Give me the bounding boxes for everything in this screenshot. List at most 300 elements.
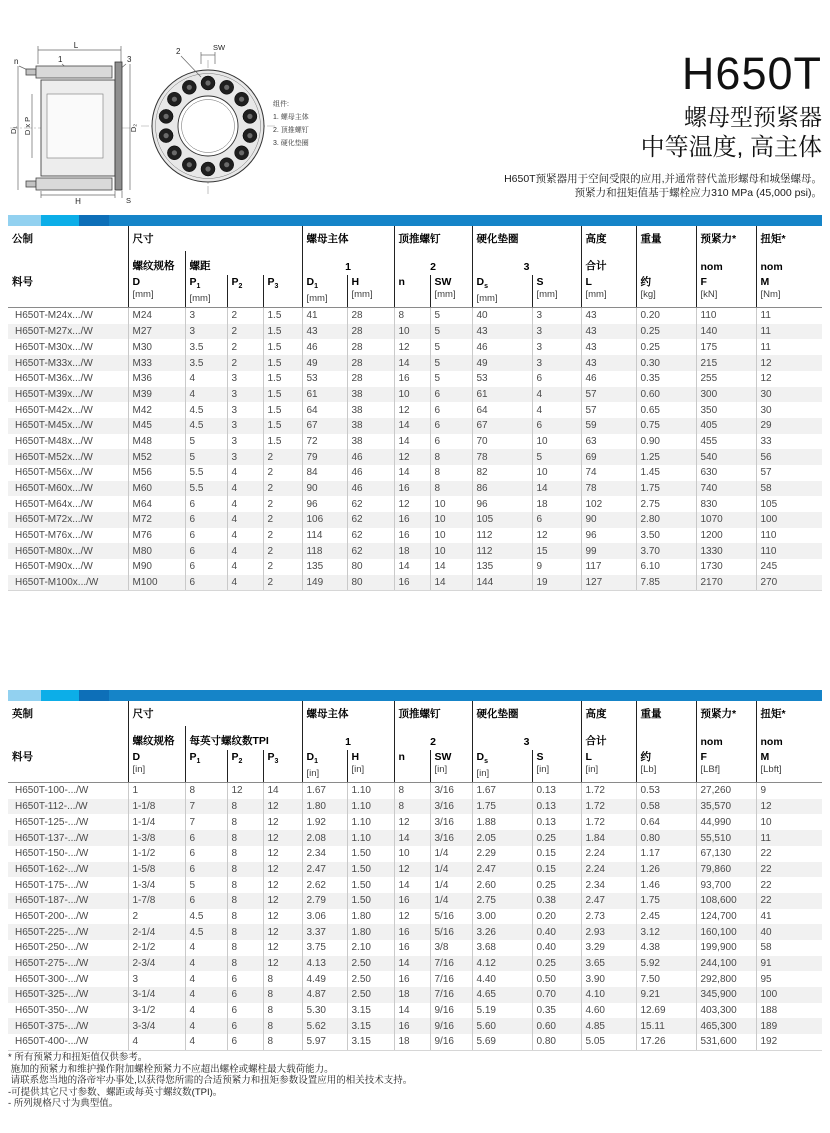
value-cell: 22 xyxy=(756,846,822,862)
value-cell: 12 xyxy=(263,877,302,893)
value-cell: M39 xyxy=(128,387,185,403)
value-cell: 2.79 xyxy=(302,893,347,909)
value-cell: 3.12 xyxy=(636,924,696,940)
value-cell: 12 xyxy=(394,862,430,878)
value-cell: 8 xyxy=(227,956,263,972)
column-header-part-number: 料号 xyxy=(8,750,128,783)
value-cell: 0.58 xyxy=(636,799,696,815)
value-cell: 4.60 xyxy=(581,1003,636,1019)
table-row xyxy=(8,308,822,324)
value-cell: 43 xyxy=(581,324,636,340)
value-cell: 1/4 xyxy=(430,846,472,862)
table-row xyxy=(8,924,822,940)
value-cell: 10 xyxy=(394,324,430,340)
table-row xyxy=(8,783,822,799)
value-cell: 6 xyxy=(185,559,227,575)
value-cell: 6 xyxy=(185,528,227,544)
value-cell: 6 xyxy=(185,496,227,512)
value-cell: 49 xyxy=(472,355,532,371)
value-cell: 1.72 xyxy=(581,783,636,799)
value-cell: 1.10 xyxy=(347,814,394,830)
value-cell: 53 xyxy=(302,371,347,387)
value-cell: 5.5 xyxy=(185,481,227,497)
value-cell: 4.13 xyxy=(302,956,347,972)
part-number-cell: H650T-125-.../W xyxy=(15,816,89,828)
value-cell: 0.35 xyxy=(636,371,696,387)
metric-table xyxy=(8,226,822,591)
value-cell: 1.67 xyxy=(472,783,532,799)
column-header: S [in] xyxy=(532,750,581,783)
value-cell: 2.08 xyxy=(302,830,347,846)
value-cell: 12 xyxy=(394,339,430,355)
column-header: $P_3$ xyxy=(263,750,302,783)
value-cell: 16 xyxy=(394,512,430,528)
value-cell: 14 xyxy=(394,830,430,846)
value-cell: M30 xyxy=(128,339,185,355)
value-cell: 33 xyxy=(756,434,822,450)
value-cell: 1-3/8 xyxy=(128,830,185,846)
value-cell: 70 xyxy=(472,434,532,450)
value-cell: 2-1/4 xyxy=(128,924,185,940)
hardened-washer xyxy=(115,62,122,190)
value-cell: 79 xyxy=(302,449,347,465)
header-spacer xyxy=(636,726,696,750)
value-cell: 0.60 xyxy=(636,387,696,403)
value-cell: 19 xyxy=(532,575,581,591)
value-cell: 3/16 xyxy=(430,783,472,799)
value-cell: 5.5 xyxy=(185,465,227,481)
value-cell: 199,900 xyxy=(696,940,756,956)
value-cell: 110 xyxy=(696,308,756,324)
value-cell: 10 xyxy=(430,512,472,528)
value-cell: 7 xyxy=(185,799,227,815)
value-cell: 0.80 xyxy=(636,830,696,846)
value-cell: 95 xyxy=(756,971,822,987)
accent-segment xyxy=(109,215,822,226)
column-header: 约 [kg] xyxy=(636,275,696,308)
value-cell: 12 xyxy=(263,862,302,878)
value-cell: 1/4 xyxy=(430,862,472,878)
value-cell: 72 xyxy=(302,434,347,450)
value-cell: 6 xyxy=(185,862,227,878)
part-number-cell: H650T-162-.../W xyxy=(15,863,89,875)
value-cell: 12 xyxy=(532,528,581,544)
value-cell: 2.45 xyxy=(636,909,696,925)
value-cell: 9.21 xyxy=(636,987,696,1003)
value-cell: 160,100 xyxy=(696,924,756,940)
value-cell: 6 xyxy=(430,434,472,450)
section-view xyxy=(9,41,138,206)
table-row xyxy=(8,355,822,371)
value-cell: 41 xyxy=(756,909,822,925)
value-cell: 2.80 xyxy=(636,512,696,528)
table-row xyxy=(8,956,822,972)
metric-table-section xyxy=(8,215,822,591)
value-cell: 7.85 xyxy=(636,575,696,591)
value-cell: 64 xyxy=(302,402,347,418)
value-cell: 1-7/8 xyxy=(128,893,185,909)
components-title: 组件: xyxy=(273,101,289,108)
table-row xyxy=(8,846,822,862)
value-cell: 5.92 xyxy=(636,956,696,972)
value-cell: 5 xyxy=(532,449,581,465)
value-cell: M80 xyxy=(128,543,185,559)
value-cell: 1070 xyxy=(696,512,756,528)
column-header: F [kN] xyxy=(696,275,756,308)
value-cell: 10 xyxy=(430,543,472,559)
part-number-cell: H650T-M100x.../W xyxy=(8,575,128,591)
value-cell: 41 xyxy=(302,308,347,324)
value-cell: 3.90 xyxy=(581,971,636,987)
part-number-cell: H650T-175-.../W xyxy=(15,879,89,891)
value-cell: 11 xyxy=(756,324,822,340)
table-row xyxy=(8,371,822,387)
value-cell: 3.26 xyxy=(472,924,532,940)
imperial-table xyxy=(8,701,822,1051)
value-cell: 6 xyxy=(185,512,227,528)
header-sub-washer-num: 3 xyxy=(472,726,581,750)
value-cell: 0.53 xyxy=(636,783,696,799)
value-cell: 16 xyxy=(394,940,430,956)
header-group-size: 尺寸 xyxy=(128,701,302,726)
value-cell: 1.72 xyxy=(581,799,636,815)
header-group-jack-screws: 顶推螺钉 xyxy=(394,226,472,251)
header-group-nut-body: 螺母主体 xyxy=(302,701,394,726)
value-cell: 15 xyxy=(532,543,581,559)
value-cell: 1.75 xyxy=(472,799,532,815)
value-cell: 79,860 xyxy=(696,862,756,878)
value-cell: 58 xyxy=(756,481,822,497)
value-cell: 12 xyxy=(394,402,430,418)
value-cell: 46 xyxy=(347,465,394,481)
column-header: $D_s$ [mm] xyxy=(472,275,532,308)
table-row xyxy=(8,339,822,355)
value-cell: 0.25 xyxy=(636,324,696,340)
value-cell: 6 xyxy=(532,418,581,434)
part-number-cell: H650T-137-.../W xyxy=(15,832,89,844)
value-cell: 30 xyxy=(756,402,822,418)
value-cell: 12 xyxy=(263,799,302,815)
value-cell: M42 xyxy=(128,402,185,418)
value-cell: 2.50 xyxy=(347,971,394,987)
value-cell: 189 xyxy=(756,1018,822,1034)
value-cell: 6 xyxy=(227,1003,263,1019)
value-cell: 15.11 xyxy=(636,1018,696,1034)
value-cell: 4 xyxy=(532,402,581,418)
value-cell: 2-3/4 xyxy=(128,956,185,972)
value-cell: 4 xyxy=(532,387,581,403)
column-header: M [Lbft] xyxy=(756,750,822,783)
value-cell: 149 xyxy=(302,575,347,591)
value-cell: M27 xyxy=(128,324,185,340)
value-cell: 1.50 xyxy=(347,846,394,862)
value-cell: 30 xyxy=(756,387,822,403)
accent-segment xyxy=(41,215,79,226)
column-header: L [mm] xyxy=(581,275,636,308)
part-number-cell: H650T-112-.../W xyxy=(15,801,88,813)
value-cell: 8 xyxy=(263,987,302,1003)
value-cell: 4.5 xyxy=(185,402,227,418)
value-cell: 3.15 xyxy=(347,1018,394,1034)
value-cell: 0.15 xyxy=(532,846,581,862)
value-cell: 2.24 xyxy=(581,846,636,862)
value-cell: 3.00 xyxy=(472,909,532,925)
column-header: n xyxy=(394,750,430,783)
value-cell: 0.64 xyxy=(636,814,696,830)
value-cell: 7.50 xyxy=(636,971,696,987)
header-sub-thread: 螺纹规格 xyxy=(128,251,185,275)
value-cell: 2.62 xyxy=(302,877,347,893)
header-sub-screw-num: 2 xyxy=(394,251,472,275)
value-cell: 2.93 xyxy=(581,924,636,940)
value-cell: 3.70 xyxy=(636,543,696,559)
accent-segment xyxy=(109,690,822,701)
value-cell: 10 xyxy=(756,814,822,830)
value-cell: 540 xyxy=(696,449,756,465)
column-header: M [Nm] xyxy=(756,275,822,308)
text-line: -可提供其它尺寸参数、螺距或每英寸螺纹数(TPI)。 xyxy=(8,1086,223,1098)
value-cell: 1/4 xyxy=(430,893,472,909)
value-cell: 5.62 xyxy=(302,1018,347,1034)
value-cell: 110 xyxy=(756,528,822,544)
value-cell: 1.10 xyxy=(347,783,394,799)
value-cell: 300 xyxy=(696,387,756,403)
value-cell: 12 xyxy=(756,799,822,815)
dim-label-H: H xyxy=(75,197,81,206)
value-cell: M45 xyxy=(128,418,185,434)
column-header: S [mm] xyxy=(532,275,581,308)
value-cell: 630 xyxy=(696,465,756,481)
value-cell: 4 xyxy=(185,987,227,1003)
part-number-cell: H650T-275-.../W xyxy=(15,958,89,969)
value-cell: 3 xyxy=(532,355,581,371)
text-line: 施加的预紧力和维护操作附加螺栓预紧力不应超出螺栓或螺柱最大载荷能力。 xyxy=(8,1063,334,1075)
header-sub-preload-nom: nom xyxy=(696,251,756,275)
table-row xyxy=(8,528,822,544)
header-spacer xyxy=(8,726,128,750)
value-cell: 6 xyxy=(185,893,227,909)
value-cell: M56 xyxy=(128,465,185,481)
value-cell: 67 xyxy=(472,418,532,434)
part-number-cell: H650T-375-.../W xyxy=(15,1020,89,1032)
value-cell: 3 xyxy=(227,371,263,387)
value-cell: 5.19 xyxy=(472,1003,532,1019)
value-cell: 62 xyxy=(347,496,394,512)
table-row xyxy=(8,940,822,956)
part-number-cell: H650T-250-.../W xyxy=(15,942,89,954)
table-row xyxy=(8,971,822,987)
value-cell: 12.69 xyxy=(636,1003,696,1019)
value-cell: 28 xyxy=(347,324,394,340)
value-cell: 2.47 xyxy=(472,862,532,878)
value-cell: 8 xyxy=(227,846,263,862)
value-cell: 140 xyxy=(696,324,756,340)
value-cell: 3 xyxy=(227,387,263,403)
value-cell: 5/16 xyxy=(430,924,472,940)
table-row xyxy=(8,987,822,1003)
value-cell: 465,300 xyxy=(696,1018,756,1034)
value-cell: 3.5 xyxy=(185,339,227,355)
part-number-cell: H650T-M45x.../W xyxy=(15,420,93,432)
value-cell: 84 xyxy=(302,465,347,481)
value-cell: 0.38 xyxy=(532,893,581,909)
value-cell: 6 xyxy=(185,575,227,591)
value-cell: 9/16 xyxy=(430,1018,472,1034)
value-cell: 17.26 xyxy=(636,1034,696,1050)
value-cell: 1.5 xyxy=(263,339,302,355)
value-cell: 18 xyxy=(532,496,581,512)
value-cell: 10 xyxy=(430,528,472,544)
value-cell: 4 xyxy=(227,481,263,497)
value-cell: 14 xyxy=(430,575,472,591)
value-cell: 1-5/8 xyxy=(128,862,185,878)
value-cell: 14 xyxy=(394,418,430,434)
table-row xyxy=(8,575,822,591)
table-row xyxy=(8,1003,822,1019)
value-cell: 2 xyxy=(263,528,302,544)
value-cell: 93,700 xyxy=(696,877,756,893)
value-cell: 4 xyxy=(227,543,263,559)
value-cell: 44,990 xyxy=(696,814,756,830)
value-cell: 22 xyxy=(756,862,822,878)
value-cell: 35,570 xyxy=(696,799,756,815)
value-cell: 4 xyxy=(227,528,263,544)
value-cell: 2.75 xyxy=(472,893,532,909)
value-cell: 8 xyxy=(394,308,430,324)
value-cell: 18 xyxy=(394,543,430,559)
value-cell: 28 xyxy=(347,339,394,355)
part-number-cell: H650T-150-.../W xyxy=(15,848,89,860)
value-cell: 43 xyxy=(302,324,347,340)
value-cell: 14 xyxy=(532,481,581,497)
value-cell: 12 xyxy=(394,909,430,925)
value-cell: 3.37 xyxy=(302,924,347,940)
value-cell: 4.40 xyxy=(472,971,532,987)
value-cell: 0.25 xyxy=(532,956,581,972)
part-number-cell: H650T-M72x.../W xyxy=(15,514,93,526)
value-cell: 3 xyxy=(185,324,227,340)
part-number-cell: H650T-187-.../W xyxy=(15,895,89,907)
value-cell: 2.29 xyxy=(472,846,532,862)
value-cell: 0.65 xyxy=(636,402,696,418)
value-cell: 2170 xyxy=(696,575,756,591)
region-label: 英制 xyxy=(12,708,33,720)
value-cell: 10 xyxy=(394,387,430,403)
value-cell: 4.87 xyxy=(302,987,347,1003)
value-cell: 1.5 xyxy=(263,371,302,387)
value-cell: 135 xyxy=(302,559,347,575)
value-cell: 292,800 xyxy=(696,971,756,987)
text-line: 请联系您当地的洛帝牢办事处,以获得您所需的合适预紧力和扭矩参数设置应用的相关技术支持。 xyxy=(8,1075,413,1086)
value-cell: 3-1/4 xyxy=(128,987,185,1003)
value-cell: 2.10 xyxy=(347,940,394,956)
value-cell: 1.75 xyxy=(636,481,696,497)
column-header: $P_3$ xyxy=(263,275,302,308)
value-cell: 1-1/4 xyxy=(128,814,185,830)
dim-label-SW: SW xyxy=(212,43,226,52)
value-cell: 56 xyxy=(756,449,822,465)
value-cell: 3/8 xyxy=(430,940,472,956)
value-cell: 12 xyxy=(263,893,302,909)
value-cell: 40 xyxy=(472,308,532,324)
value-cell: 1.80 xyxy=(347,909,394,925)
header-group-washer: 硬化垫圈 xyxy=(472,701,581,726)
value-cell: 1-1/2 xyxy=(128,846,185,862)
value-cell: 4.10 xyxy=(581,987,636,1003)
value-cell: 4 xyxy=(227,512,263,528)
value-cell: 0.35 xyxy=(532,1003,581,1019)
value-cell: 3 xyxy=(227,418,263,434)
table-row xyxy=(8,1018,822,1034)
text-line: 2. 顶推螺钉 xyxy=(273,127,309,134)
value-cell: 2.75 xyxy=(636,496,696,512)
value-cell: M60 xyxy=(128,481,185,497)
value-cell: 43 xyxy=(472,324,532,340)
value-cell: 12 xyxy=(227,783,263,799)
value-cell: 127 xyxy=(581,575,636,591)
value-cell: 8 xyxy=(394,783,430,799)
dim-label-D2: D₂ xyxy=(129,123,138,133)
value-cell: 3.29 xyxy=(581,940,636,956)
column-header: $D_1$ [mm] xyxy=(302,275,347,308)
header-group-torque: 扭矩* xyxy=(756,701,822,726)
value-cell: 0.20 xyxy=(636,308,696,324)
column-header: H [mm] xyxy=(347,275,394,308)
value-cell: 8 xyxy=(227,909,263,925)
value-cell: 5 xyxy=(185,877,227,893)
part-number-cell: H650T-M76x.../W xyxy=(15,530,93,542)
value-cell: 14 xyxy=(394,559,430,575)
value-cell: 4 xyxy=(227,496,263,512)
value-cell: 14 xyxy=(430,559,472,575)
value-cell: 2 xyxy=(263,496,302,512)
value-cell: 12 xyxy=(394,449,430,465)
table-row xyxy=(8,543,822,559)
table-row xyxy=(8,1034,822,1050)
title-block xyxy=(302,50,822,200)
value-cell: 105 xyxy=(756,496,822,512)
value-cell: 1.17 xyxy=(636,846,696,862)
header-sub-screw-num: 2 xyxy=(394,726,472,750)
table-row xyxy=(8,418,822,434)
value-cell: 0.80 xyxy=(532,1034,581,1050)
value-cell: 16 xyxy=(394,1018,430,1034)
header-group-preload: 预紧力* xyxy=(696,226,756,251)
column-header: H [in] xyxy=(347,750,394,783)
value-cell: M24 xyxy=(128,308,185,324)
value-cell: 12 xyxy=(263,956,302,972)
header-sub-body-num: 1 xyxy=(302,726,394,750)
part-number-cell: H650T-M52x.../W xyxy=(15,451,93,463)
value-cell: 46 xyxy=(347,481,394,497)
column-header-part-number: 料号 xyxy=(8,275,128,308)
value-cell: 0.75 xyxy=(636,418,696,434)
value-cell: 16 xyxy=(394,971,430,987)
part-number-cell: H650T-M90x.../W xyxy=(15,561,93,573)
value-cell: 28 xyxy=(347,308,394,324)
value-cell: 8 xyxy=(185,783,227,799)
value-cell: 8 xyxy=(263,1003,302,1019)
part-number-cell: H650T-300-.../W xyxy=(15,973,89,985)
balloon-3: 3 xyxy=(127,55,132,64)
product-description: H650T预紧器用于空间受限的应用,并通常替代盖形螺母和城堡螺母。 预紧力和扭矩值基于螺栓应力310 MPa (45,000 psi)。 xyxy=(504,173,822,199)
value-cell: 0.25 xyxy=(636,339,696,355)
value-cell: 53 xyxy=(472,371,532,387)
value-cell: 14 xyxy=(394,1003,430,1019)
value-cell: 2 xyxy=(227,308,263,324)
value-cell: 18 xyxy=(394,987,430,1003)
value-cell: 69 xyxy=(581,449,636,465)
